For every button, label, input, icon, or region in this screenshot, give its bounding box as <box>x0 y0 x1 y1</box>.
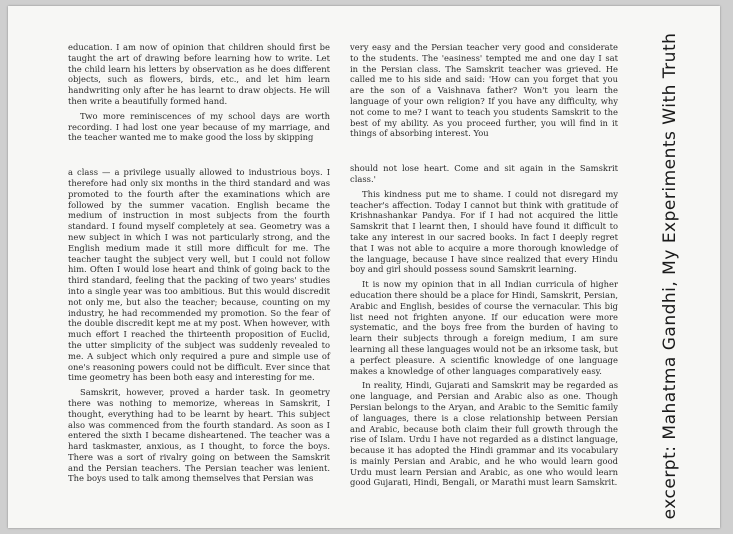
handwritten-note <box>628 26 712 526</box>
column-gap <box>68 147 330 167</box>
right-paragraph-1: very easy and the Persian teacher very good and considerate to the students. The 'easiness' tempted me and one day I sat in the Persian class. The Samskrit teacher was grieved. He called me to his side and said: 'How can you forget that you are the son of a Vaishnava father? Won't you learn the language of your own religion? If you have any difficulty, why not come to me? I want to teach you students Samskrit to the best of my ability. As you proceed further, you will find in it things of absorbing interest. You <box>350 42 618 139</box>
right-column <box>350 42 618 492</box>
left-column <box>68 42 330 488</box>
left-paragraph-2: Two more reminiscences of my school days are worth recording. I had lost one year because of my marriage, and the teacher wanted me to make good the loss by skipping <box>68 110 330 143</box>
right-paragraph-3: This kindness put me to shame. I could not disregard my teacher's affection. Today I cannot but think with gratitude of Krishnashankar Pandya. For if I had not acquired the little Samskrit that I learnt then, I should have found it difficult to take any interest in our sacred books. In fact I deeply regret that I was not able to acquire a more thorough knowledge of the language, because I have since realized that every Hindu boy and girl should possess sound Samskrit learning. <box>350 188 618 275</box>
left-paragraph-3: a class — a privilege usually allowed to industrious boys. I therefore had only six months in the third standard and was promoted to the fourth after the examinations which are followed by the summer vacation. English became the medium of instruction in most subjects from the fourth standard. I found myself completely at sea. Geometry was a new subject in which I was not particularly strong, and the English medium made it still more difficult for me. The teacher taught the subject very well, but I could not follow him. Often I would lose heart and think of going back to the third standard, feeling that the packing of two years' studies into a single year was too ambitious. But this would discredit not only me, but also the teacher; because, counting on my industry, he had recommended my promotion. So the fear of the double discredit kept me at my post. When however, with much effort I reached the thirteenth proposition of Euclid, the utter simplicity of the subject was suddenly revealed to me. A subject which only required a pure and simple use of one's reasoning powers could not be difficult. Ever since that time geometry has been both easy and interesting for me. <box>68 167 330 383</box>
handwritten-note-text: excerpt: Mahatma Gandhi, My Experiments With Truth <box>660 32 680 520</box>
left-paragraph-1: education. I am now of opinion that children should first be taught the art of drawing before learning how to write. Let the child learn his letters by observation as he does different objects, such as flowers, birds, etc., and let him learn handwriting only after he has learnt to draw objects. He will then write a beautifully formed hand. <box>68 42 330 106</box>
document-page <box>8 6 720 528</box>
left-paragraph-4: Samskrit, however, proved a harder task. In geometry there was nothing to memorize, whereas in Samskrit, I thought, everything had to be learnt by heart. This subject also was commenced from the fourth standard. As soon as I entered the sixth I became disheartened. The teacher was a hard taskmaster, anxious, as I thought, to force the boys. There was a sort of rivalry going on between the Samskrit and the Persian teachers. The Persian teacher was lenient. The boys used to talk among themselves that Persian was <box>68 387 330 484</box>
right-paragraph-5: In reality, Hindi, Gujarati and Samskrit may be regarded as one language, and Persian and Arabic also as one. Though Persian belongs to the Aryan, and Arabic to the Semitic family of languages, there is a close relationship between Persian and Arabic, because both claim their full growth through the rise of Islam. Urdu I have not regarded as a distinct language, because it has adopted the Hindi grammar and its vocabulary is mainly Persian and Arabic, and he who would learn good Urdu must learn Persian and Arabic, as one who would learn good Gujarati, Hindi, Bengali, or Marathi must learn Samskrit. <box>350 380 618 488</box>
column-gap <box>350 143 618 163</box>
right-paragraph-2: should not lose heart. Come and sit again in the Samskrit class.' <box>350 163 618 184</box>
right-paragraph-4: It is now my opinion that in all Indian curricula of higher education there should be a place for Hindi, Samskrit, Persian, Arabic and English, besides of course the vernacular. This big list need not frighten anyone. If our education were more systematic, and the boys free from the burden of having to learn their subjects through a foreign medium, I am sure learning all these languages would not be an irksome task, but a perfect pleasure. A scientific knowledge of one language makes a knowledge of other languages comparatively easy. <box>350 279 618 376</box>
